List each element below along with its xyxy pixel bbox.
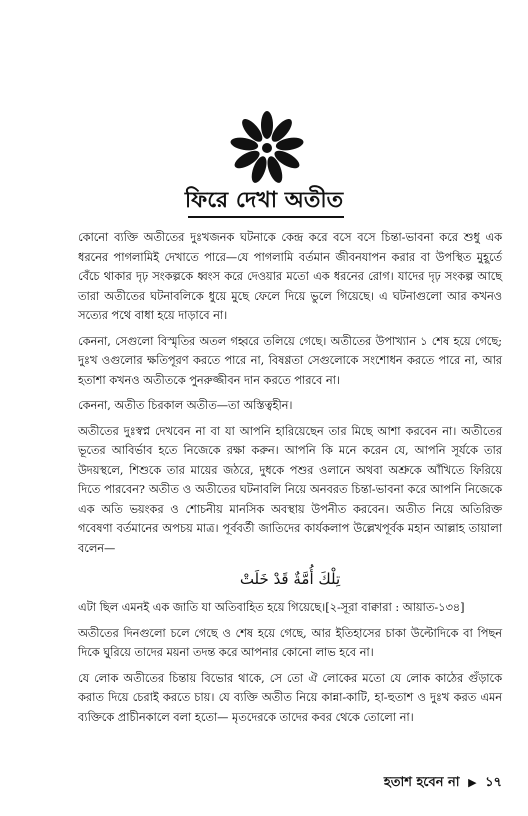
paragraph: যে লোক অতীতের চিন্তায় বিভোর থাকে, সে তো ঐ লোকের মতো যে লোক কাঠের গুঁড়াকে করাত দিয়ে চেরাই করতে চায়। যে ব্যক্তি অতীত নিয়ে কান্না-কাটি, হা-হুতাশ ও দুঃখ করত এমন ব্যক্তিকে প্রাচীনকালে বলা হতো— মৃতদেরকে তাদের কবর থেকে তোলো না। <box>78 671 502 724</box>
paragraph: অতীতের দুঃস্বপ্ন দেখবেন না বা যা আপনি হারিয়েছেন তার মিছে আশা করবেন না। অতীতের ভূতের আবির্ভাব হতে নিজেকে রক্ষা করুন। আপনি কি মনে করেন যে, আপনি সূর্যকে তার উদয়স্থলে, শিশুকে তার মায়ের জঠরে, দুধকে পশুর ওলানে অথবা অশ্রুকে আঁখিতে ফিরিয়ে দিতে পারবেন? অতীত ও অতীতের ঘটনাবলি নিয়ে অনবরত চিন্তা-ভাবনা করে আপনি নিজেকে এক অতি ভয়ংকর ও শোচনীয় মানসিক অবস্থায় উপনীত করবেন। অতীত নিয়ে অতিরিক্ত গবেষণা বর্তমানের অপচয় মাত্র। পূর্ববর্তী জাতিদের কার্যকলাপ উল্লেখপূর্বক মহান আল্লাহ তায়ালা বলেন— <box>78 424 502 555</box>
flower-icon <box>227 108 307 188</box>
running-book-title: হতাশ হবেন না <box>383 775 460 790</box>
page-number: ১৭ <box>485 775 502 790</box>
title-underline <box>188 216 344 218</box>
paragraph: কেননা, সেগুলো বিস্মৃতির অতল গহ্বরে তলিয়ে গেছে। অতীতের উপাখ্যান ১ শেষ হয়ে গেছে; দুঃখ ওগুলোর ক্ষতিপূরণ করতে পারে না, বিষণ্ণতা সেগুলোকে সংশোধন করতে পারে না, আর হতাশা কখনও অতীতকে পুনরুজ্জীবন দান করতে পারবে না। <box>78 334 502 387</box>
play-arrow-icon: ▶ <box>468 776 477 789</box>
page-footer <box>300 774 502 792</box>
paragraph: কোনো ব্যক্তি অতীতের দুঃখজনক ঘটনাকে কেন্দ্র করে বসে বসে চিন্তা-ভাবনা করে শুধু এক ধরনের পাগলামিই দেখাতে পারে—যে পাগলামি বর্তমান জীবনযাপন করার বা উপস্থিত মুহূর্তে বেঁচে থাকার দৃঢ় সংকল্পকে ধ্বংস করে দেওয়ার মতো এক ধরনের রোগ। যাদের দৃঢ় সংকল্প আছে তারা অতীতের ঘটনাবলিকে ধুয়ে মুছে ফেলে দিয়ে ভুলে গিয়েছে। এ ঘটনাগুলো আর কখনও সত্যের পথে বাধা হয়ে দাড়াবে না। <box>78 231 502 322</box>
verse-translation: এটা ছিল এমনই এক জাতি যা অতিবাহিত হয়ে গিয়েছে।[২-সূরা বাক্বারা : আয়াত-১৩৪] <box>78 601 465 614</box>
paragraph: অতীতের দিনগুলো চলে গেছে ও শেষ হয়ে গেছে, আর ইতিহাসের চাকা উল্টোদিকে বা পিছন দিকে ঘুরিয়ে তাদের ময়না তদন্ত করে আপনার কোনো লাভ হবে না। <box>78 626 502 659</box>
paragraph: কেননা, অতীত চিরকাল অতীত—তা অস্তিত্বহীন। <box>78 399 293 412</box>
chapter-body <box>78 228 502 733</box>
chapter-title: ফিরে দেখা অতীত <box>184 187 344 213</box>
quran-verse-arabic: تِلْكَ أُمَّةٌ قَدْ خَلَتْ <box>239 570 341 588</box>
